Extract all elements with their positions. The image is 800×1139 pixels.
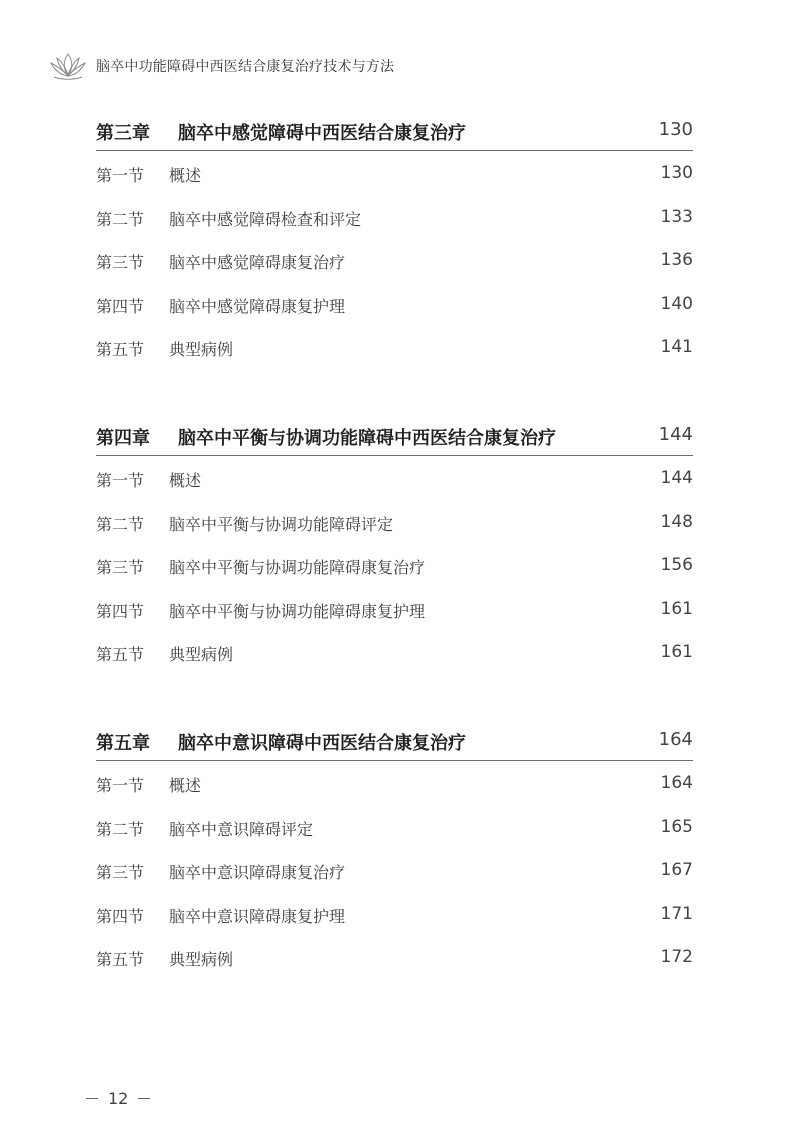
section-number: 第一节 [96, 166, 145, 185]
toc-entry[interactable] [96, 238, 693, 282]
chapter-title: 脑卒中意识障碍中西医结合康复治疗 [178, 733, 466, 754]
toc-entry[interactable] [96, 630, 693, 674]
section-title: 典型病例 [169, 340, 234, 360]
section-page-number: 167 [660, 860, 693, 881]
chapter-3 [96, 114, 693, 369]
section-title: 脑卒中平衡与协调功能障碍评定 [169, 514, 394, 534]
chapter-number: 第三章 [96, 123, 150, 144]
toc-entry[interactable] [96, 151, 693, 195]
section-number: 第三节 [96, 863, 145, 883]
toc-entry[interactable] [96, 195, 693, 239]
section-number: 第五节 [96, 340, 145, 360]
chapter-page-number: 144 [658, 424, 693, 445]
section-page-number: 161 [660, 598, 693, 619]
section-number: 第一节 [96, 776, 145, 795]
dash-left [86, 1098, 98, 1099]
toc-entry[interactable] [96, 848, 693, 892]
chapter-heading[interactable] [96, 724, 693, 761]
section-page-number: 148 [660, 511, 693, 532]
toc-entry[interactable] [96, 935, 693, 979]
section-page-number: 156 [660, 555, 693, 576]
section-title: 脑卒中意识障碍康复治疗 [169, 863, 346, 883]
section-title: 脑卒中感觉障碍检查和评定 [169, 209, 362, 229]
running-header [48, 46, 394, 86]
chapter-4 [96, 419, 693, 674]
toc-entry[interactable] [96, 892, 693, 936]
section-page-number: 130 [660, 163, 693, 183]
section-page-number: 144 [660, 468, 693, 488]
toc-entry[interactable] [96, 456, 693, 500]
lotus-icon [48, 51, 88, 81]
section-number: 第三节 [96, 253, 145, 273]
chapter-heading[interactable] [96, 114, 693, 151]
chapter-page-number: 130 [658, 119, 693, 140]
section-title: 典型病例 [169, 645, 234, 665]
section-title: 脑卒中感觉障碍康复护理 [169, 296, 346, 316]
chapter-heading[interactable] [96, 419, 693, 456]
section-title: 典型病例 [169, 950, 234, 970]
section-page-number: 140 [660, 293, 693, 314]
section-page-number: 141 [660, 337, 693, 358]
chapter-5 [96, 724, 693, 979]
section-title: 概述 [169, 166, 202, 185]
section-number: 第二节 [96, 514, 145, 534]
section-number: 第一节 [96, 471, 145, 490]
page-footer [86, 1089, 150, 1108]
chapter-number: 第四章 [96, 428, 150, 449]
chapter-title: 脑卒中感觉障碍中西医结合康复治疗 [178, 123, 466, 144]
section-page-number: 171 [660, 903, 693, 924]
toc-entry[interactable] [96, 325, 693, 369]
section-number: 第五节 [96, 645, 145, 665]
section-number: 第四节 [96, 296, 145, 316]
page-number: 12 [108, 1089, 129, 1108]
section-page-number: 161 [660, 642, 693, 663]
section-page-number: 165 [660, 816, 693, 837]
chapter-number: 第五章 [96, 733, 150, 754]
chapter-title: 脑卒中平衡与协调功能障碍中西医结合康复治疗 [178, 428, 556, 449]
section-page-number: 172 [660, 947, 693, 968]
section-number: 第五节 [96, 950, 145, 970]
section-number: 第二节 [96, 209, 145, 229]
section-title: 脑卒中感觉障碍康复治疗 [169, 253, 346, 273]
section-number: 第三节 [96, 558, 145, 578]
section-number: 第四节 [96, 601, 145, 621]
dash-right [138, 1098, 150, 1099]
section-page-number: 136 [660, 250, 693, 271]
toc-entry[interactable] [96, 500, 693, 544]
book-title: 脑卒中功能障碍中西医结合康复治疗技术与方法 [96, 59, 395, 75]
section-number: 第二节 [96, 819, 145, 839]
section-number: 第四节 [96, 906, 145, 926]
toc-entry[interactable] [96, 805, 693, 849]
section-title: 脑卒中平衡与协调功能障碍康复护理 [169, 601, 426, 621]
section-title: 概述 [169, 471, 202, 490]
toc-entry[interactable] [96, 761, 693, 805]
chapter-page-number: 164 [658, 729, 693, 750]
section-title: 脑卒中平衡与协调功能障碍康复治疗 [169, 558, 426, 578]
toc-entry[interactable] [96, 282, 693, 326]
section-title: 概述 [169, 776, 202, 795]
section-title: 脑卒中意识障碍评定 [169, 819, 314, 839]
toc-entry[interactable] [96, 543, 693, 587]
toc-entry[interactable] [96, 587, 693, 631]
section-page-number: 164 [660, 773, 693, 793]
section-page-number: 133 [660, 206, 693, 227]
section-title: 脑卒中意识障碍康复护理 [169, 906, 346, 926]
